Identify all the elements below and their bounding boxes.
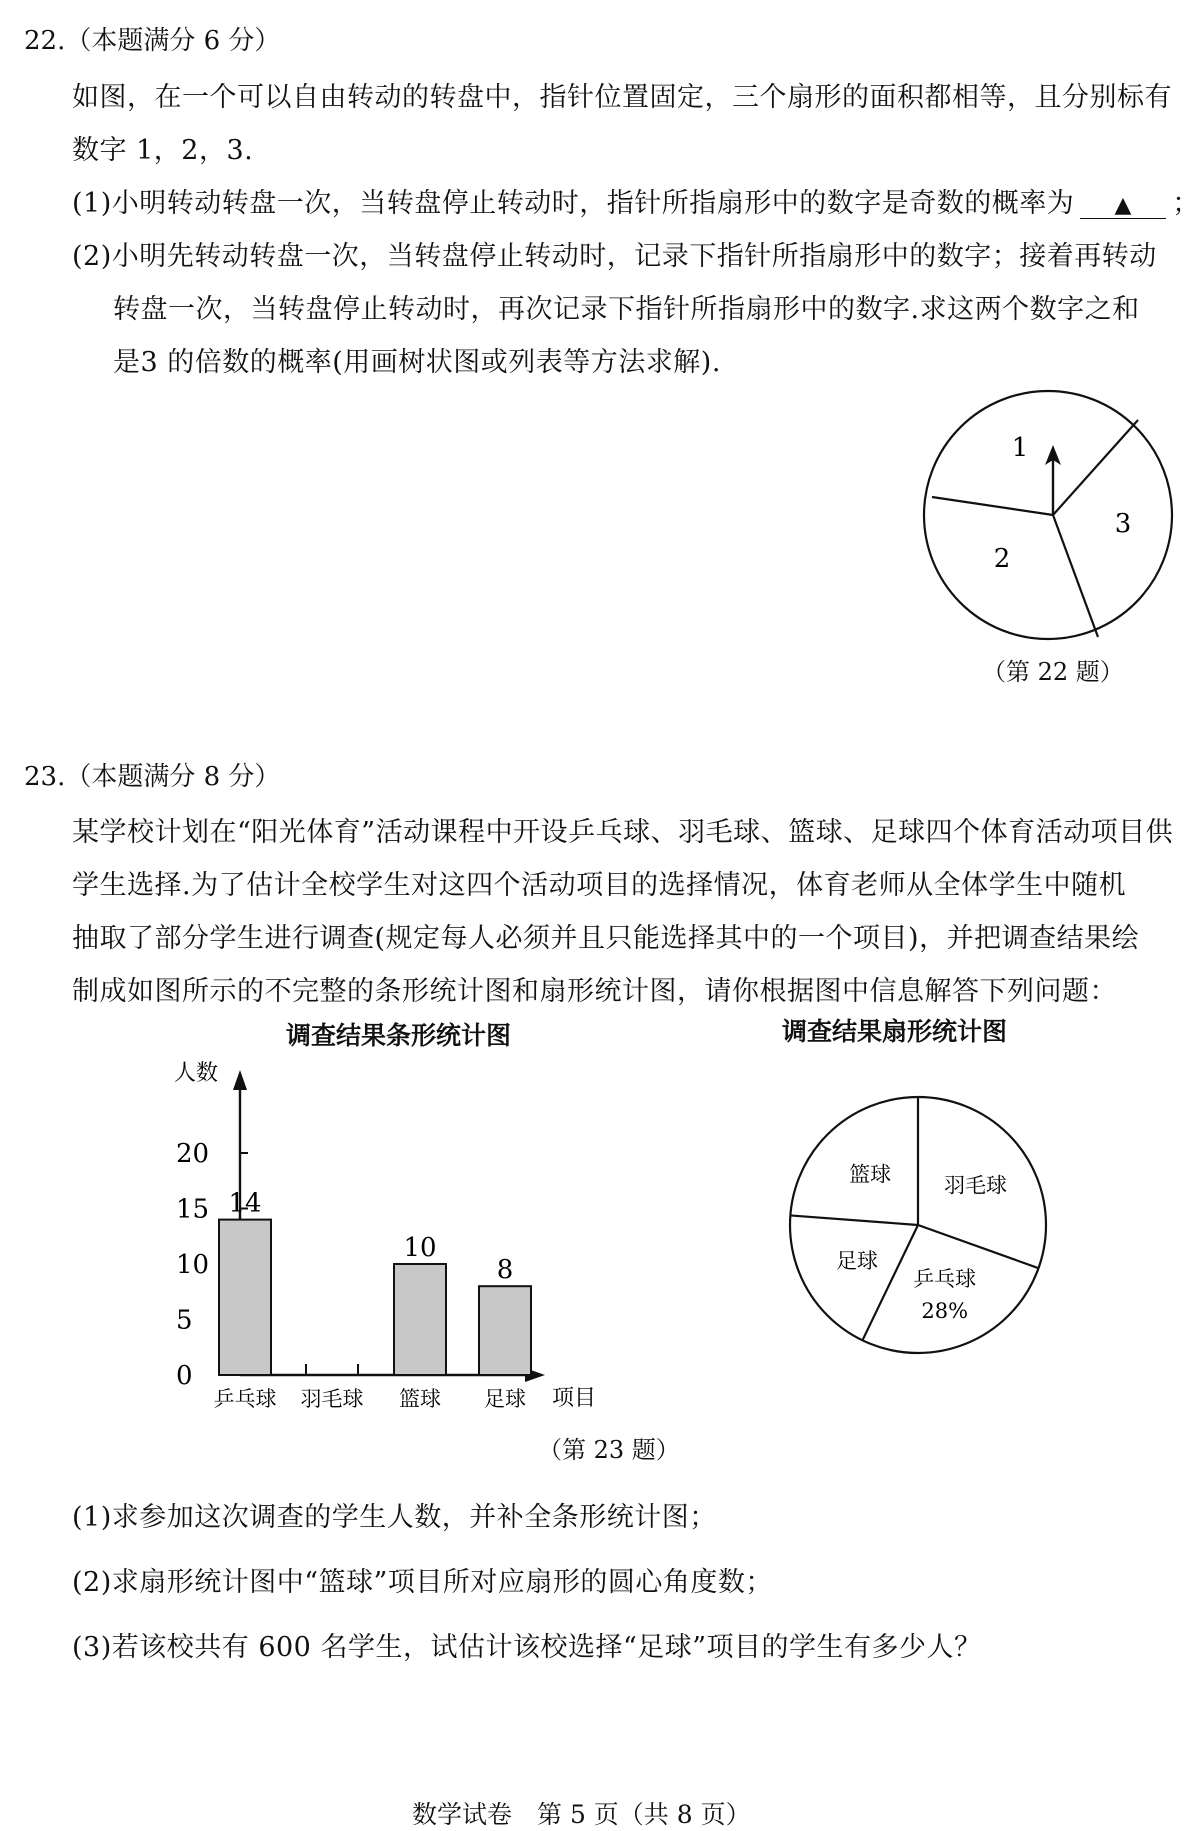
q22-header: 22.（本题满分 6 分） — [24, 26, 281, 56]
x-category-label: 篮球 — [399, 1387, 441, 1411]
y-axis-label: 人数 — [174, 1061, 219, 1086]
q23-header: 23.（本题满分 8 分） — [24, 762, 281, 792]
spinner-divider-2 — [932, 497, 1053, 515]
q22-part2-line2: 转盘一次，当转盘停止转动时，再次记录下指针所指扇形中的数字.求这两个数字之和 — [113, 294, 1140, 325]
bar-data-label: 8 — [496, 1255, 514, 1286]
pie-chart — [780, 1085, 1060, 1365]
q22-stem-line2: 数字 1，2，3. — [72, 135, 254, 166]
spinner-label-2: 2 — [993, 544, 1011, 574]
bar-data-label: 10 — [403, 1233, 437, 1263]
pie-slice-label: 羽毛球 — [944, 1173, 1008, 1198]
y-tick-label: 5 — [176, 1305, 193, 1336]
pie-percent-label: 28% — [921, 1299, 969, 1324]
q23-part3: (3)若该校共有 600 名学生，试估计该校选择“足球”项目的学生有多少人？ — [72, 1632, 982, 1663]
y-tick-label: 0 — [176, 1361, 193, 1391]
q23-part2: (2)求扇形统计图中“篮球”项目所对应扇形的圆心角度数； — [72, 1567, 773, 1598]
q22-part1 — [72, 181, 1200, 220]
q22-figure-caption: （第 22 题） — [982, 658, 1124, 686]
bar-data-label: 14 — [228, 1188, 262, 1219]
bar-chart-title: 调查结果条形统计图 — [286, 1021, 512, 1050]
spinner-divider-3 — [1053, 515, 1098, 637]
q22-part1-end: ； — [1172, 188, 1200, 219]
pie-slice-label: 篮球 — [849, 1162, 892, 1187]
spinner-label-3: 3 — [1114, 509, 1132, 539]
q22-part2-line1: (2)小明先转动转盘一次，当转盘停止转动时，记录下指针所指扇形中的数字；接着再转动 — [72, 241, 1157, 272]
q23-stem-line3: 抽取了部分学生进行调查(规定每人必须并且只能选择其中的一个项目)，并把调查结果绘 — [72, 923, 1140, 954]
x-axis-label: 项目 — [552, 1386, 597, 1411]
q23-stem-line4: 制成如图所示的不完整的条形统计图和扇形统计图，请你根据图中信息解答下列问题： — [72, 976, 1117, 1007]
q23-stem-line1: 某学校计划在“阳光体育”活动课程中开设乒乓球、羽毛球、篮球、足球四个体育活动项目供 — [72, 817, 1174, 848]
pie-slice-label: 乒乓球 — [913, 1267, 977, 1292]
page-footer: 数学试卷 第 5 页（共 8 页） — [412, 1800, 751, 1829]
q22-stem-line1: 如图，在一个可以自由转动的转盘中，指针位置固定，三个扇形的面积都相等，且分别标有 — [72, 82, 1172, 113]
x-category-label: 乒乓球 — [213, 1387, 277, 1411]
y-tick-label: 20 — [176, 1139, 210, 1169]
x-category-label: 足球 — [484, 1387, 526, 1411]
spinner-figure — [920, 385, 1180, 645]
q23-figure-caption: （第 23 题） — [538, 1436, 680, 1464]
bar-3 — [479, 1286, 531, 1375]
answer-blank: ▲ — [1080, 194, 1166, 219]
y-tick-label: 15 — [176, 1194, 210, 1225]
q23-stem-line2: 学生选择.为了估计全校学生对这四个活动项目的选择情况，体育老师从全体学生中随机 — [72, 870, 1127, 901]
bar-0 — [219, 1220, 271, 1375]
pie-slice-label: 足球 — [836, 1249, 879, 1274]
y-axis-arrow — [233, 1070, 247, 1090]
q22-part2-line3: 是3 的倍数的概率(用画树状图或列表等方法求解). — [113, 347, 721, 378]
spinner-label-1: 1 — [1011, 433, 1029, 463]
spinner-divider-1 — [1053, 420, 1138, 515]
bar-chart — [140, 1040, 640, 1420]
y-tick-label: 10 — [176, 1250, 210, 1280]
q22-part1-text: (1)小明转动转盘一次，当转盘停止转动时，指针所指扇形中的数字是奇数的概率为 — [72, 188, 1075, 219]
pie-chart-title: 调查结果扇形统计图 — [782, 1017, 1008, 1046]
x-category-label: 羽毛球 — [300, 1387, 364, 1411]
bar-2 — [394, 1264, 446, 1375]
q23-part1: (1)求参加这次调查的学生人数，并补全条形统计图； — [72, 1502, 717, 1533]
